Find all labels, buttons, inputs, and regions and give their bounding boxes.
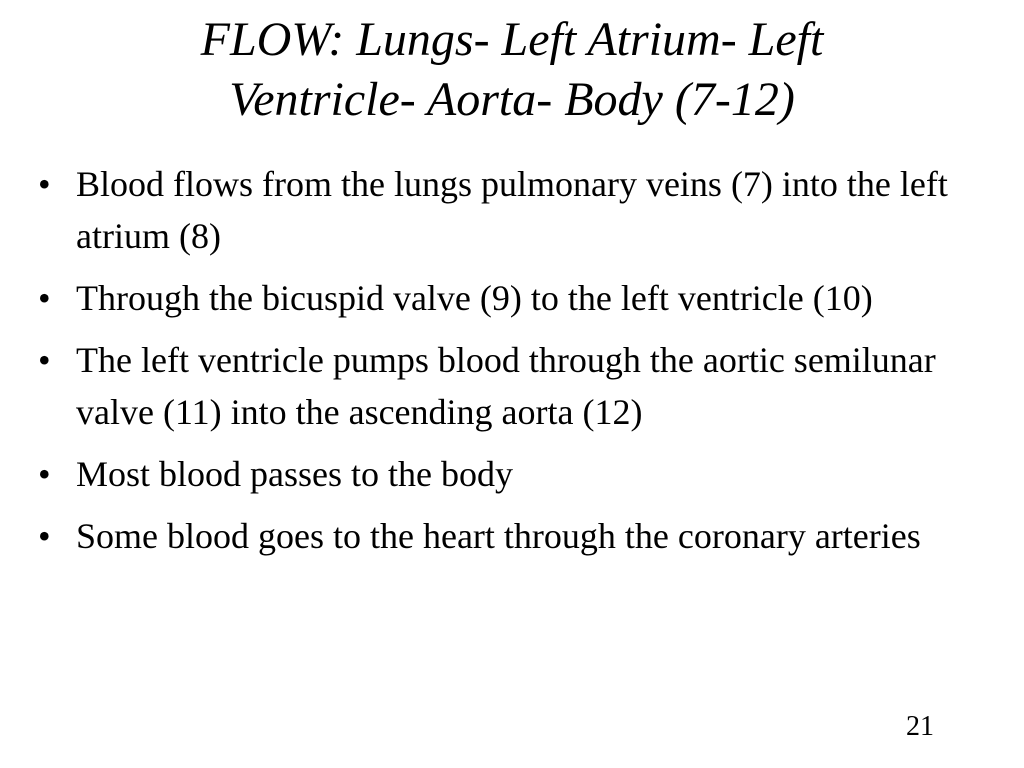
bullet-marker: • — [38, 340, 51, 380]
bullet-list — [34, 158, 1006, 572]
page-number: 21 — [906, 711, 934, 742]
bullet-text: Blood flows from the lungs pulmonary veins (7) into the left atrium (8) — [76, 164, 948, 256]
bullet-marker: • — [38, 278, 51, 318]
bullet-text: Some blood goes to the heart through the coronary arteries — [76, 516, 921, 556]
bullet-item-1 — [34, 158, 1006, 262]
bullet-text: Through the bicuspid valve (9) to the left ventricle (10) — [76, 278, 873, 318]
bullet-marker: • — [38, 454, 51, 494]
bullet-marker: • — [38, 516, 51, 556]
bullet-text: The left ventricle pumps blood through the aortic semilunar valve (11) into the ascending aorta (12) — [76, 340, 936, 432]
slide-title-line-1: FLOW: Lungs- Left Atrium- Left — [200, 13, 824, 66]
bullet-item-5 — [34, 510, 1006, 562]
bullet-item-3 — [34, 334, 1006, 438]
bullet-item-4 — [34, 448, 1006, 500]
slide-title — [40, 10, 984, 130]
bullet-item-2 — [34, 272, 1006, 324]
bullet-text: Most blood passes to the body — [76, 454, 513, 494]
slide-title-line-2: Ventricle- Aorta- Body (7-12) — [229, 73, 795, 126]
bullet-marker: • — [38, 164, 51, 204]
